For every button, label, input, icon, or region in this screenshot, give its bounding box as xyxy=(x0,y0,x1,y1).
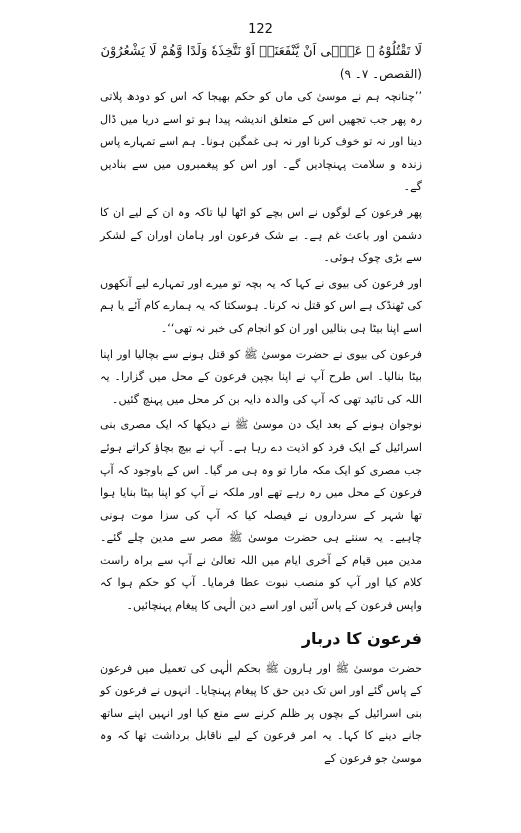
paragraph-1: ’’چنانچہ ہم نے موسیٰ کی ماں کو حکم بھیجا کہ اس کو دودھ پلاتی رہ پھر جب تجھیں اس کے متعلق اندیشہ پیدا ہو تو اسے دریا میں ڈال دینا اور نہ تو خوف کرنا اور نہ ہی غمگین ہونا۔ ہم اسے تمہارے پاس زندہ و سلامت پہنچادیں گے۔ اور اس کو پیغمبروں میں سے بنادیں گے۔ xyxy=(100,90,422,194)
paragraph-5: نوجوان ہونے کے بعد ایک دن موسیٰ ﷺ نے دیکھا کہ ایک مصری بنی اسرائیل کے ایک فرد کو اذیت دے رہا ہے۔ آپ نے بیچ بچاؤ کراتے ہوئے جب مصری کو ایک مکہ مارا تو وہ ہی مر گیا۔ اس کے باوجود کہ آپ فرعون کے محل میں رہ رہے تھے اور ملکہ نے آپ کو اپنا بیٹا بنایا ہوا تھا شہر کے سرداروں نے فیصلہ کیا کہ آپ کی سزا موت ہونی چاہیے۔ یہ سنتے ہی حضرت موسیٰ ﷺ مصر سے مدین چلے گئے۔ مدین میں قیام کے آخری ایام میں اللہ تعالیٰ نے آپ سے براہ راست کلام کیا اور آپ کو منصب نبوت عطا فرمایا۔ آپ کو حکم ہوا کہ واپس فرعون کے پاس آئیں اور اسے دین الٰہی کا پیغام پہنچائیں۔ xyxy=(100,418,422,613)
paragraph-2: پھر فرعون کے لوگوں نے اس بچے کو اٹھا لیا تاکہ وہ ان کے لیے ان کا دشمن اور باعث غم ہے۔ بے شک فرعون اور ہامان اوران کے لشکر سے بڑی چوک ہوئی۔ xyxy=(100,205,422,265)
quran-verse: لَا تَقْتُلُوْهُ ﷺ عَسٰۤى اَنْ يَّنْفَعَنَاۤ اَوْ نَتَّخِذَهٗ وَلَدًا وَّهُمْ لَا يَشْعُرُوْنَ xyxy=(100,44,422,59)
paragraph-4: فرعون کی بیوی نے حضرت موسیٰ ﷺ کو قتل ہونے سے بچالیا اور اپنا بیٹا بنالیا۔ اس طرح آپ نے اپنا بچپن فرعون کے محل میں گزارا۔ یہ اللہ کی تائید تھی کہ آپ کی والدہ دایہ بن کر محل میں پہنچ گئیں۔ xyxy=(100,347,422,406)
page-number: 122 xyxy=(248,22,273,37)
section-heading: فرعون کا دربار xyxy=(301,628,422,648)
text-column xyxy=(100,40,422,774)
closing-paragraph: حضرت موسیٰ ﷺ اور ہارون ﷺ بحکم الٰہی کی تعمیل میں فرعون کے پاس گئے اور اس تک دین حق کا پیغام پہنچایا۔ انہوں نے فرعون کو بنی اسرائیل کے بچوں پر ظلم کرنے سے منع کیا اور انہیں اپنے ساتھ جانے دینے کا کہا۔ یہ امر فرعون کے لیے ناقابل برداشت تھا کہ وہ موسیٰ جو فرعون کے xyxy=(100,661,422,766)
paragraph-3: اور فرعون کی بیوی نے کہا کہ یہ بچہ تو میرے اور تمہارے لیے آنکھوں کی ٹھنڈک ہے اس کو قتل نہ کرنا۔ ہوسکتا کہ یہ ہمارے کام آئے یا ہم اسے اپنا بیٹا ہی بنالیں اور ان کو انجام کی خبر نہ تھی‘‘۔ xyxy=(100,276,422,335)
verse-reference: (القصص۔ ۷۔ ۹) xyxy=(339,67,422,81)
